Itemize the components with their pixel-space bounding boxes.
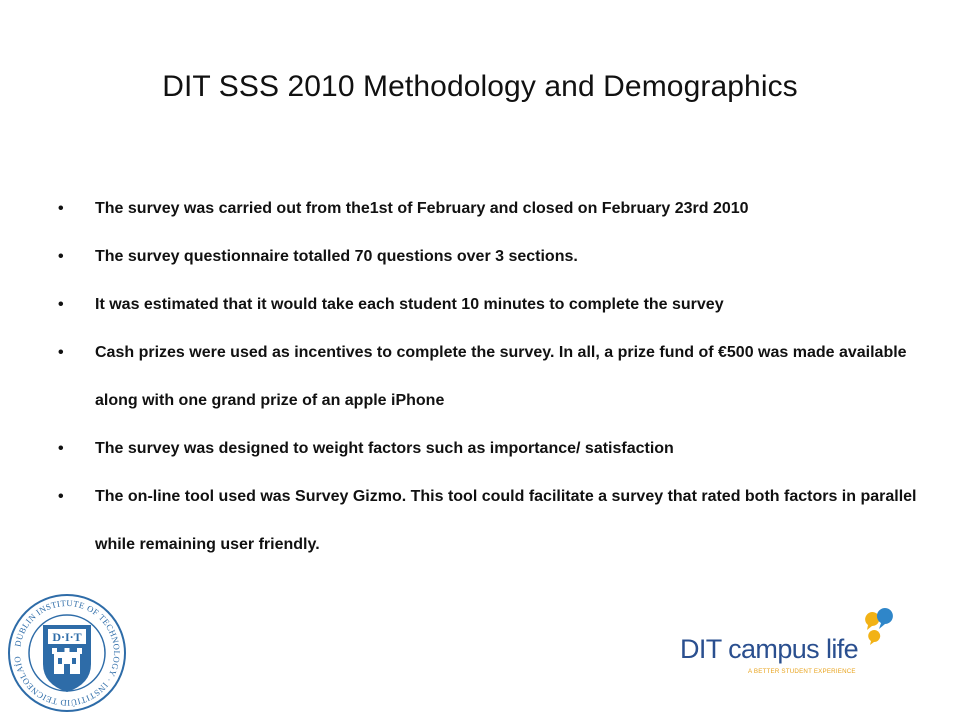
- bullet-text: The on-line tool used was Survey Gizmo. This tool could facilitate a survey that rated both factors in parallel while remaining user friendly.: [95, 488, 917, 553]
- dit-seal-graphic: [6, 592, 128, 714]
- bullet-item: [58, 233, 918, 281]
- bullet-text: The survey was carried out from the1st of February and closed on February 23rd 2010: [95, 200, 749, 217]
- bullet-glyph: •: [58, 200, 64, 217]
- bullet-text: The survey was designed to weight factors such as importance/ satisfaction: [95, 440, 674, 457]
- campus-life-logo: [680, 606, 906, 680]
- campus-life-wordmark: DIT campus life: [680, 634, 859, 664]
- campus-life-tagline: A BETTER STUDENT EXPERIENCE: [748, 668, 856, 675]
- bullet-text: The survey questionnaire totalled 70 questions over 3 sections.: [95, 248, 578, 265]
- bullet-glyph: •: [58, 488, 64, 505]
- bullet-glyph: •: [58, 296, 64, 313]
- bullet-glyph: •: [58, 440, 64, 457]
- seal-shield-text: D·I·T: [52, 630, 82, 644]
- slide-title: DIT SSS 2010 Methodology and Demographics: [162, 70, 798, 103]
- bullet-list: [58, 185, 918, 569]
- seal-ring-text: DUBLIN INSTITUTE OF TECHNOLOGY · INSTITIÚID TEICNEOLAÍO: [12, 597, 123, 709]
- bullet-item: [58, 281, 918, 329]
- bullet-item: [58, 473, 918, 569]
- dit-seal-logo: [6, 592, 128, 714]
- bullet-glyph: •: [58, 344, 64, 361]
- bullet-item: [58, 425, 918, 473]
- bullet-item: [58, 185, 918, 233]
- bullet-glyph: •: [58, 248, 64, 265]
- bullet-text: Cash prizes were used as incentives to complete the survey. In all, a prize fund of €500 was made available along with one grand prize of an apple iPhone: [95, 344, 907, 409]
- bullet-text: It was estimated that it would take each student 10 minutes to complete the survey: [95, 296, 724, 313]
- campus-life-graphic: [680, 606, 906, 680]
- bullet-item: [58, 329, 918, 425]
- speech-bubble-icon: [865, 608, 893, 645]
